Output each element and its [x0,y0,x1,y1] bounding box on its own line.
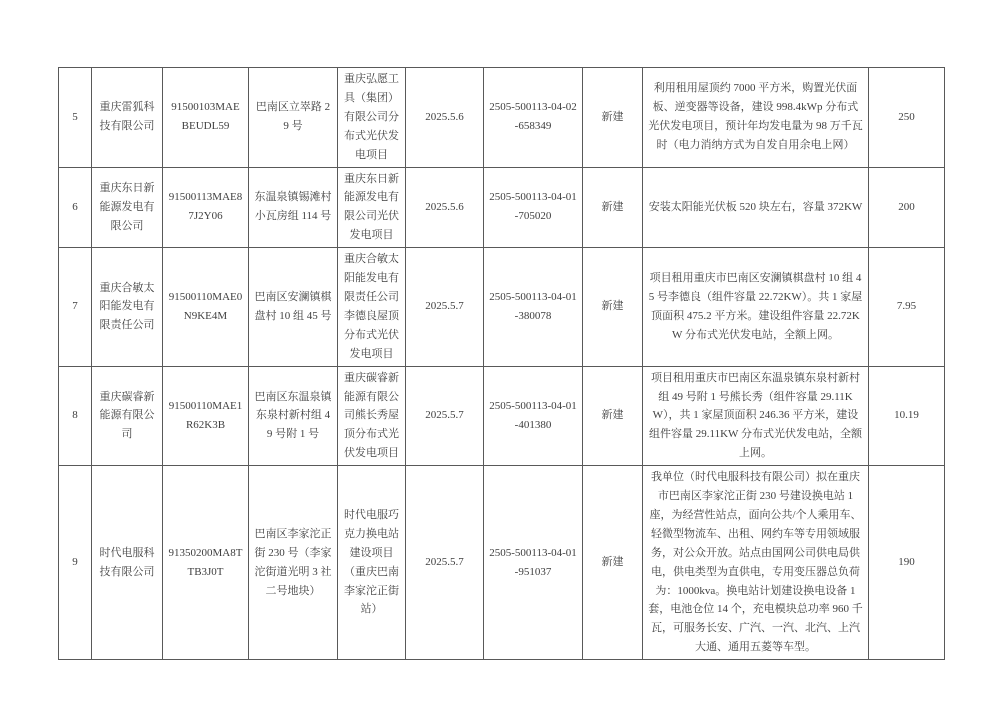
cell-company: 重庆东日新能源发电有限公司 [92,167,163,248]
project-filing-table [58,67,945,660]
cell-address: 东温泉镇锡滩村小瓦房组 114 号 [249,167,338,248]
cell-record-number: 2505-500113-04-01-380078 [484,248,583,366]
cell-record-number: 2505-500113-04-01-401380 [484,366,583,466]
cell-project-name: 时代电服巧克力换电站建设项目（重庆巴南李家沱正街站） [338,466,406,660]
cell-date: 2025.5.6 [406,167,484,248]
cell-date: 2025.5.6 [406,68,484,168]
cell-amount: 7.95 [869,248,945,366]
cell-description: 利用租用屋顶约 7000 平方米，购置光伏面板、逆变器等设备，建设 998.4kWp 分布式光伏发电项目，预计年均发电量为 98 万千瓦时（电力消纳方式为自发自用余电上网） [643,68,869,168]
cell-date: 2025.5.7 [406,466,484,660]
cell-amount: 10.19 [869,366,945,466]
cell-description: 我单位（时代电服科技有限公司）拟在重庆市巴南区李家沱正街 230 号建设换电站 1 座，为经营性站点，面向公共/个人乘用车、轻微型物流车、出租、网约车等专用领域服务，对公众开放。站点由国网公司供电局供电，供电类型为直供电，专用变压器总负荷为：1000kva。换电站计划建设换电设备 1 套，电池仓位 14 个，充电模块总功率 960 千瓦，可服务长安、广汽、一汽、北汽、上汽大通、通用五菱等车型。 [643,466,869,660]
cell-description: 项目租用重庆市巴南区东温泉镇东泉村新村组 49 号附 1 号熊长秀（组件容量 29.11KW），共 1 家屋顶面积 246.36 平方米，建设组件容量 29.11KW 分布式光伏发电站，全额上网。 [643,366,869,466]
cell-address: 巴南区李家沱正街 230 号（李家沱街道光明 3 社二号地块） [249,466,338,660]
cell-description: 安装太阳能光伏板 520 块左右，容量 372KW [643,167,869,248]
cell-project-name: 重庆合敏太阳能发电有限责任公司李德良屋顶分布式光伏发电项目 [338,248,406,366]
cell-address: 巴南区东温泉镇东泉村新村组 49 号附 1 号 [249,366,338,466]
cell-credit-code: 91500113MAE87J2Y06 [163,167,249,248]
cell-description: 项目租用重庆市巴南区安澜镇棋盘村 10 组 45 号李德良（组件容量 22.72KW）。共 1 家屋顶面积 475.2 平方米。建设组件容量 22.72KW 分布式光伏发电站，全额上网。 [643,248,869,366]
cell-company: 重庆雷狐科技有限公司 [92,68,163,168]
cell-build-type: 新建 [583,167,643,248]
cell-credit-code: 91350200MA8TTB3J0T [163,466,249,660]
cell-row-number: 5 [59,68,92,168]
cell-credit-code: 91500103MAEBEUDL59 [163,68,249,168]
cell-project-name: 重庆弘愿工具（集团）有限公司分布式光伏发电项目 [338,68,406,168]
cell-company: 时代电服科技有限公司 [92,466,163,660]
cell-project-name: 重庆碳睿新能源有限公司熊长秀屋顶分布式光伏发电项目 [338,366,406,466]
cell-row-number: 8 [59,366,92,466]
cell-address: 巴南区立崒路 29 号 [249,68,338,168]
cell-build-type: 新建 [583,248,643,366]
cell-row-number: 7 [59,248,92,366]
cell-amount: 250 [869,68,945,168]
cell-build-type: 新建 [583,466,643,660]
cell-date: 2025.5.7 [406,248,484,366]
cell-amount: 200 [869,167,945,248]
table-row [59,366,945,466]
cell-company: 重庆合敏太阳能发电有限责任公司 [92,248,163,366]
cell-company: 重庆碳睿新能源有限公司 [92,366,163,466]
cell-project-name: 重庆东日新能源发电有限公司光伏发电项目 [338,167,406,248]
cell-row-number: 9 [59,466,92,660]
cell-build-type: 新建 [583,68,643,168]
table-row [59,466,945,660]
cell-credit-code: 91500110MAE0N9KE4M [163,248,249,366]
table-row [59,167,945,248]
cell-row-number: 6 [59,167,92,248]
table-row [59,248,945,366]
cell-record-number: 2505-500113-04-01-951037 [484,466,583,660]
cell-date: 2025.5.7 [406,366,484,466]
cell-record-number: 2505-500113-04-02-658349 [484,68,583,168]
cell-build-type: 新建 [583,366,643,466]
table-row [59,68,945,168]
cell-record-number: 2505-500113-04-01-705020 [484,167,583,248]
cell-amount: 190 [869,466,945,660]
cell-address: 巴南区安澜镇棋盘村 10 组 45 号 [249,248,338,366]
cell-credit-code: 91500110MAE1R62K3B [163,366,249,466]
